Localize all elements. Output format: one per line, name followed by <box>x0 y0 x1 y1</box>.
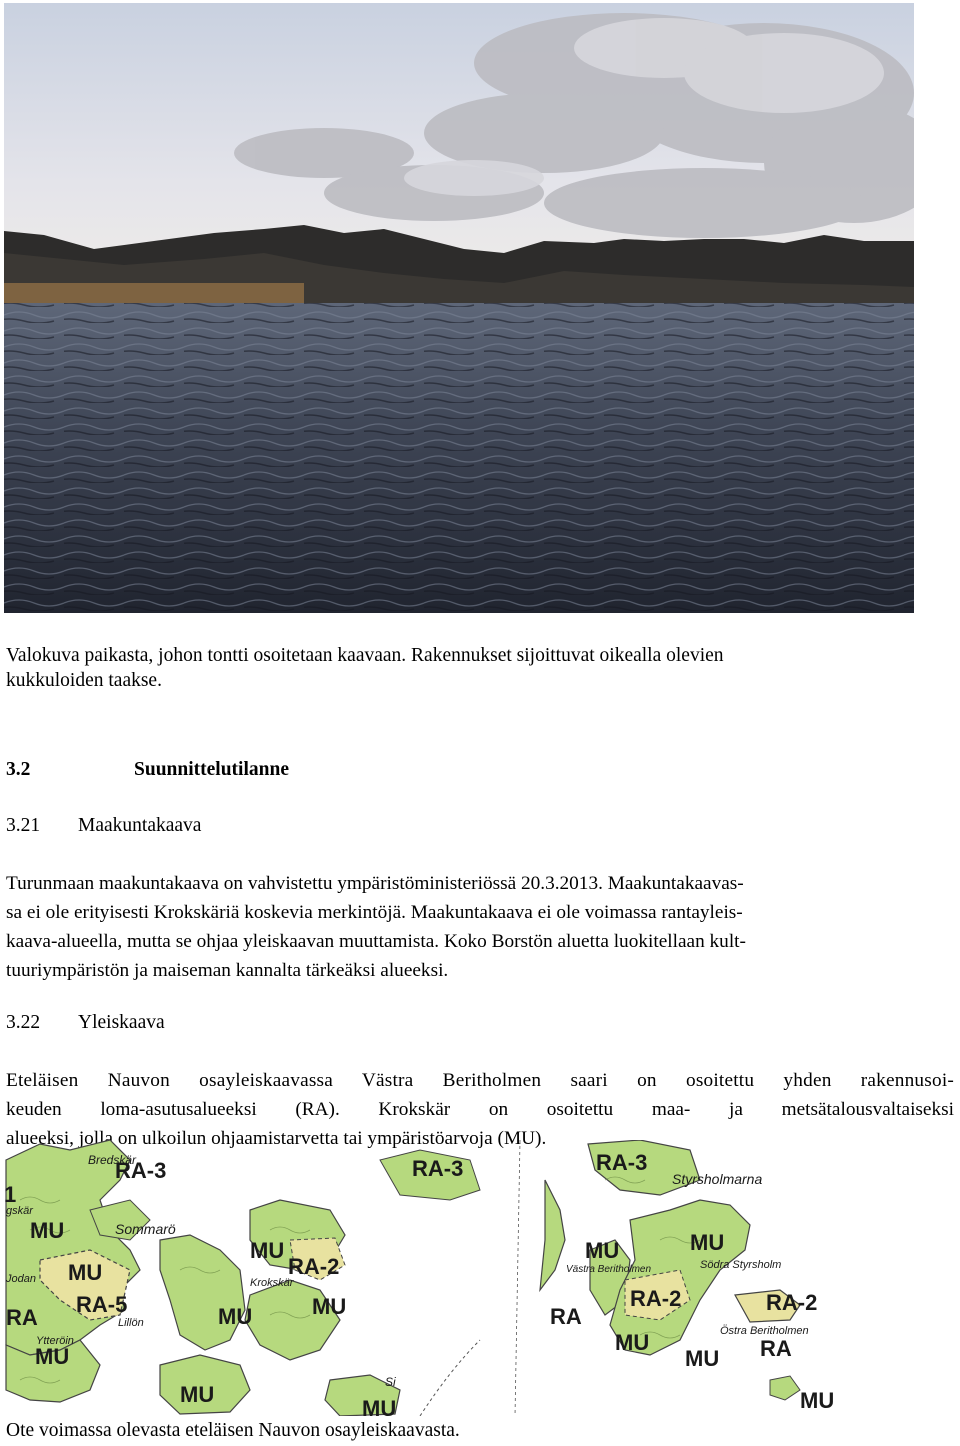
map-place-name: gskär <box>6 1205 33 1217</box>
paragraph-line: tuuriympäristön ja maiseman kannalta tärkeäksi alueeksi. <box>6 960 449 981</box>
map-place-name: Bredskär <box>88 1153 137 1167</box>
map-place-name: Lillön <box>118 1317 144 1329</box>
map-label: MU <box>250 1238 285 1263</box>
map-place-name: Södra Styrsholm <box>700 1259 782 1271</box>
photo-caption-line-1: Valokuva paikasta, johon tontti osoitetaan kaavaan. Rakennukset sijoittuvat oikealla olevien <box>6 645 724 666</box>
map-caption: Ote voimassa olevasta eteläisen Nauvon osayleiskaavasta. <box>6 1420 460 1441</box>
zoning-map-excerpt <box>0 1140 960 1416</box>
map-place-name: Styrsholmarna <box>672 1171 763 1187</box>
paragraph-line: Eteläisen Nauvon osayleiskaavassa Västra Beritholmen saari on osoitettu yhden rakennusoi- <box>6 1070 954 1091</box>
map-left <box>4 1140 480 1416</box>
map-place-name: Östra Beritholmen <box>720 1325 809 1337</box>
map-place-name: Sommarö <box>115 1221 176 1237</box>
map-label: RA-3 <box>412 1156 464 1181</box>
map-label: MU <box>362 1396 397 1416</box>
section-title: Suunnittelutilanne <box>134 759 289 780</box>
photo-caption-line-2: kukkuloiden taakse. <box>6 670 162 691</box>
subsection-number: 3.21 <box>6 815 41 836</box>
map-label: RA-5 <box>76 1292 128 1317</box>
subsection-title: Yleiskaava <box>78 1012 165 1033</box>
map-label: MU <box>180 1382 215 1407</box>
map-place-name: Krokskär <box>250 1277 294 1289</box>
subsection-heading-3-22 <box>6 1010 165 1035</box>
photo-caption <box>6 643 724 693</box>
subsection-heading-3-21 <box>6 813 202 838</box>
section-number: 3.2 <box>6 759 31 780</box>
map-right <box>515 1140 834 1416</box>
paragraph-line: Turunmaan maakuntakaava on vahvistettu ympäristöministeriössä 20.3.2013. Maakuntakaavas- <box>6 873 744 894</box>
subsection-title: Maakuntakaava <box>78 815 202 836</box>
map-label: MU <box>68 1260 103 1285</box>
map-label: MU <box>690 1230 725 1255</box>
paragraph-line: alueeksi, jolla on ulkoilun ohjaamistarvetta tai ympäristöarvoja (MU). <box>6 1128 547 1149</box>
map-label: MU <box>585 1238 620 1263</box>
map-label: RA-3 <box>115 1158 167 1183</box>
map-label: MU <box>218 1304 253 1329</box>
map-label: MU <box>615 1330 650 1355</box>
map-place-name: Ytteröin <box>36 1335 74 1347</box>
paragraph-line: sa ei ole erityisesti Krokskäriä koskevia merkintöjä. Maakuntakaava ei ole voimassa rantayleis- <box>6 902 743 923</box>
map-label: RA <box>550 1304 582 1329</box>
map-label: MU <box>35 1344 70 1369</box>
map-label: RA-2 <box>766 1290 818 1315</box>
map-label: MU <box>800 1388 835 1413</box>
landscape-photo <box>4 3 914 613</box>
paragraph-line: keuden loma-asutusalueeksi (RA). Krokskär on osoitettu maa- ja metsätalousvaltaiseksi <box>6 1099 954 1120</box>
map-place-name: Västra Beritholmen <box>566 1264 652 1275</box>
map-label: RA-2 <box>288 1254 340 1279</box>
map-label: MU <box>312 1294 347 1319</box>
paragraph-line: kaava-alueella, mutta se ohjaa yleiskaavan muuttamista. Koko Borstön aluetta luokitellaan kult- <box>6 931 746 952</box>
map-label: MU <box>685 1346 720 1371</box>
map-label: RA <box>6 1305 38 1330</box>
subsection-number: 3.22 <box>6 1012 41 1033</box>
map-label: 1 <box>4 1182 17 1207</box>
map-label: RA-2 <box>630 1286 682 1311</box>
map-label: RA-3 <box>596 1150 648 1175</box>
map-label: RA <box>760 1336 792 1361</box>
section-heading <box>6 757 289 782</box>
map-place-name: Jodan <box>6 1273 36 1285</box>
map-label: MU <box>30 1218 65 1243</box>
map-place-name: Si <box>385 1375 396 1389</box>
paragraph-maakuntakaava <box>6 869 746 985</box>
